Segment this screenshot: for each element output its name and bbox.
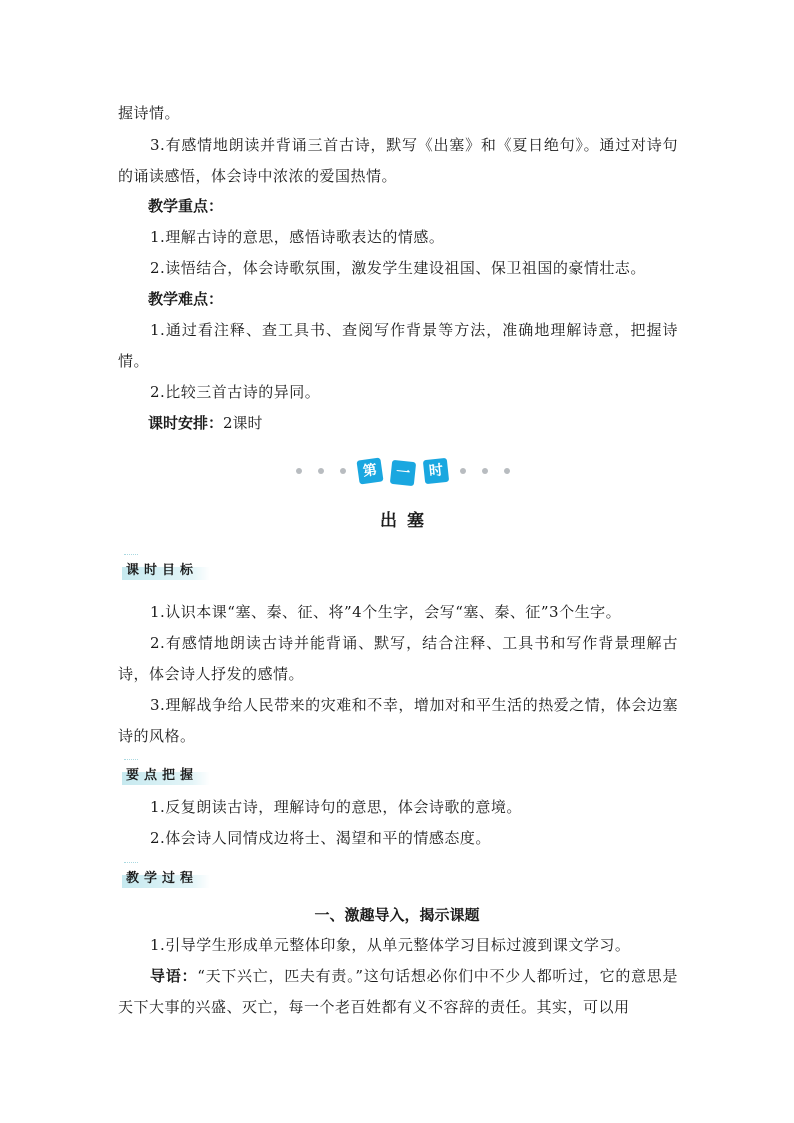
divider-dot bbox=[460, 468, 466, 474]
lesson-divider bbox=[290, 458, 516, 506]
badge-char: 一课 bbox=[390, 460, 416, 486]
section-tag-essentials bbox=[122, 763, 210, 785]
difficulty-2: 2.比较三首古诗的异同。 bbox=[150, 383, 321, 401]
tag-label: 教学过程 bbox=[126, 871, 199, 886]
objective-3: 3.理解战争给人民带来的灾难和不幸，增加对和平生活的热爱之情，体会边塞诗的风格。 bbox=[118, 696, 678, 745]
process-item-1: 1.引导学生形成单元整体印象，从单元整体学习目标过渡到课文学习。 bbox=[150, 936, 631, 954]
poem-title: 出塞 bbox=[380, 511, 434, 531]
objective-1: 1.认识本课“塞、秦、征、将”4个生字，会写“塞、秦、征”3个生字。 bbox=[150, 603, 622, 621]
lead-paragraph bbox=[118, 961, 678, 1023]
section-tag-objectives bbox=[122, 558, 210, 580]
essential-2: 2.体会诗人同情戍边将士、渴望和平的情感态度。 bbox=[150, 829, 491, 847]
paragraph-continuation: 握诗情。 bbox=[118, 104, 181, 122]
badge-char: 时 bbox=[423, 458, 449, 484]
divider-dot bbox=[482, 468, 488, 474]
difficulties-heading: 教学难点： bbox=[148, 290, 224, 308]
goal-3: 3.有感情地朗读并背诵三首古诗，默写《出塞》和《夏日绝句》。通过对诗句的诵读感悟，体会诗中浓浓的爱国热情。 bbox=[118, 136, 678, 185]
section-tag-process bbox=[122, 866, 210, 888]
key-points-heading: 教学重点： bbox=[148, 197, 224, 215]
key-point-1: 1.理解古诗的意思，感悟诗歌表达的情感。 bbox=[150, 228, 445, 246]
tag-label: 课时目标 bbox=[126, 563, 199, 578]
lesson-badge bbox=[356, 458, 450, 506]
divider-dot bbox=[340, 468, 346, 474]
difficulty-1: 1.通过看注释、查工具书、查阅写作背景等方法，准确地理解诗意，把握诗情。 bbox=[118, 321, 678, 370]
divider-dot bbox=[504, 468, 510, 474]
schedule-line bbox=[148, 408, 263, 439]
schedule-value: 2课时 bbox=[223, 414, 263, 432]
divider-dot bbox=[318, 468, 324, 474]
lead-label: 导语： bbox=[150, 967, 198, 985]
objective-2: 2.有感情地朗读古诗并能背诵、默写，结合注释、工具书和写作背景理解古诗，体会诗人抒发的感情。 bbox=[118, 634, 678, 683]
process-step-heading: 一、激趣导入，揭示课题 bbox=[314, 906, 480, 924]
schedule-label: 课时安排： bbox=[148, 414, 224, 432]
badge-char: 第 bbox=[356, 457, 383, 484]
lead-text: “天下兴亡，匹夫有责。”这句话想必你们中不少人都听过，它的意思是天下大事的兴盛、灭亡，每一个老百姓都有义不容辞的责任。其实，可以用 bbox=[118, 967, 678, 1016]
key-point-2: 2.读悟结合，体会诗歌氛围，激发学生建设祖国、保卫祖国的豪情壮志。 bbox=[150, 259, 646, 277]
essential-1: 1.反复朗读古诗，理解诗句的意思，体会诗歌的意境。 bbox=[150, 798, 522, 816]
divider-dot bbox=[296, 468, 302, 474]
tag-label: 要点把握 bbox=[126, 768, 199, 783]
